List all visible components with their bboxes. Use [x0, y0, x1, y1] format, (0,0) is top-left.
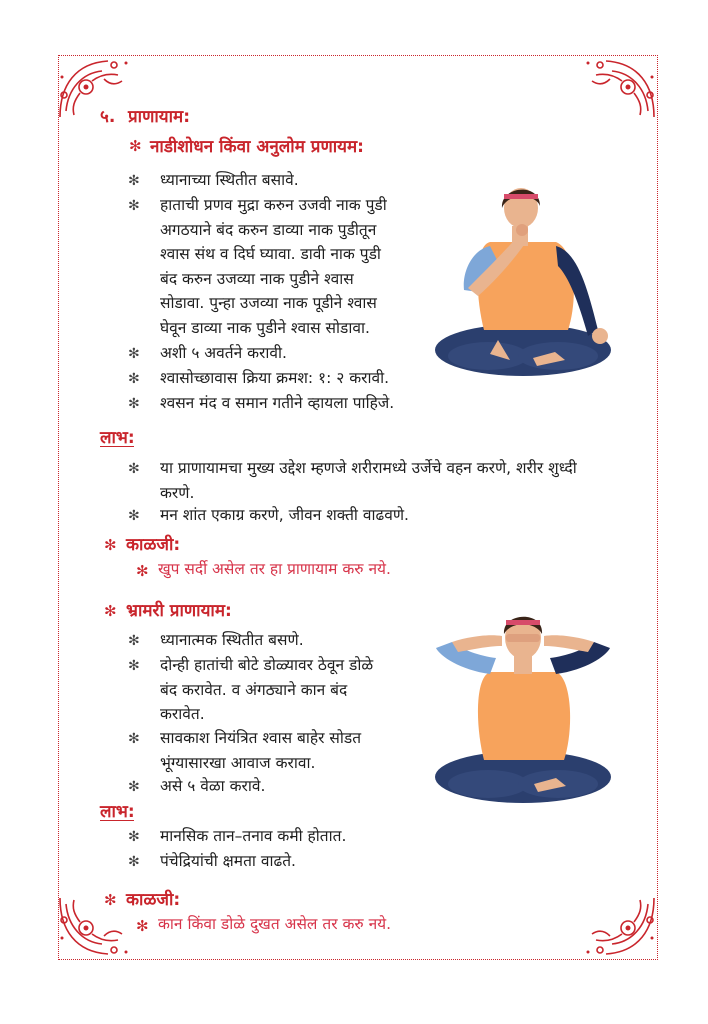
bhramari-caution-title: काळजी:	[126, 890, 181, 910]
bhramari-step-3: सावकाश नियंत्रित श्वास बाहेर सोडत भूंग्यासारखा आवाज करावा.	[160, 729, 362, 772]
nadi-step-1: ध्यानाच्या स्थितीत बसावे.	[160, 171, 299, 189]
section-title: प्राणायाम:	[128, 107, 190, 127]
bullet-icon: ✻	[128, 829, 140, 845]
bhramari-benefits-title: लाभ:	[100, 802, 135, 822]
bullet-icon: ✻	[128, 198, 140, 214]
bhramari-step-1: ध्यानात्मक स्थितीत बसणे.	[160, 631, 304, 649]
bullet-icon: ✻	[128, 371, 140, 387]
nadi-step-5: श्वसन मंद व समान गतीने व्हायला पाहिजे.	[160, 394, 395, 412]
bullet-icon: ✻	[128, 658, 140, 674]
nadi-step-4: श्वासोच्छावास क्रिया क्रमश: १: २ करावी.	[160, 369, 390, 387]
bullet-icon: ✻	[128, 173, 140, 189]
nadi-step-3: अशी ५ अवर्तने करावी.	[160, 344, 287, 362]
bullet-icon: ✻	[128, 461, 140, 477]
bullet-icon: ✻	[136, 562, 149, 580]
bullet-icon: ✻	[128, 508, 140, 524]
bullet-icon: ✻	[128, 396, 140, 412]
bhramari-pose-illustration	[430, 612, 616, 807]
nadi-caution-text: खुप सर्दी असेल तर हा प्राणायाम करु नये.	[158, 560, 391, 578]
nadi-benefit-1: या प्राणायामचा मुख्य उद्देश म्हणजे शरीरामध्ये उर्जेचे वहन करणे, शरीर शुध्दी करणे.	[160, 459, 577, 502]
nadi-shodhan-pose-illustration	[428, 180, 618, 380]
nadi-title: नाडीशोधन किंवा अनुलोम प्रणायम:	[150, 137, 364, 157]
bullet-icon: ✻	[104, 891, 117, 909]
bhramari-caution-text: कान किंवा डोळे दुखत असेल तर करु नये.	[158, 915, 392, 933]
bhramari-benefit-2: पंचेद्रियांची क्षमता वाढते.	[160, 852, 296, 870]
bullet-icon: ✻	[128, 854, 140, 870]
bullet-icon: ✻	[128, 346, 140, 362]
bullet-icon: ✻	[104, 536, 117, 554]
corner-ornament-icon	[568, 890, 658, 960]
bhramari-title: भ्रामरी प्राणायाम:	[126, 601, 232, 621]
corner-ornament-icon	[568, 55, 658, 125]
bullet-icon: ✻	[136, 917, 149, 935]
nadi-benefit-2: मन शांत एकाग्र करणे, जीवन शक्ती वाढवणे.	[160, 506, 409, 524]
bullet-icon: ✻	[128, 633, 140, 649]
bullet-icon: ✻	[128, 731, 140, 747]
bhramari-benefit-1: मानसिक तान–तनाव कमी होतात.	[160, 827, 347, 845]
bullet-icon: ✻	[104, 602, 117, 620]
nadi-caution-title: काळजी:	[126, 535, 181, 555]
heading-underline	[100, 446, 134, 447]
heading-underline	[100, 820, 134, 821]
nadi-benefits-title: लाभ:	[100, 428, 135, 448]
bullet-icon: ✻	[128, 779, 140, 795]
nadi-step-2: हाताची प्रणव मुद्रा करुन उजवी नाक पुडी अगठयाने बंद करुन डाव्या नाक पुडीतून श्वास संथ व दिर्घ घ्यावा. डावी नाक पुडी बंद करुन उजव्या नाक पुडीने श्वास सोडावा. पुन्हा उजव्या नाक पूडीने श्वास घेवून डाव्या नाक पुडीने श्वास सोडावा.	[160, 196, 387, 337]
bhramari-step-4: असे ५ वेळा करावे.	[160, 777, 266, 795]
bhramari-step-2: दोन्ही हातांची बोटे डोळ्यावर ठेवून डोळे बंद करावेत. व अंगठ्याने कान बंद करावेत.	[160, 656, 374, 723]
section-number: ५.	[100, 107, 116, 127]
bullet-icon: ✻	[129, 137, 142, 155]
